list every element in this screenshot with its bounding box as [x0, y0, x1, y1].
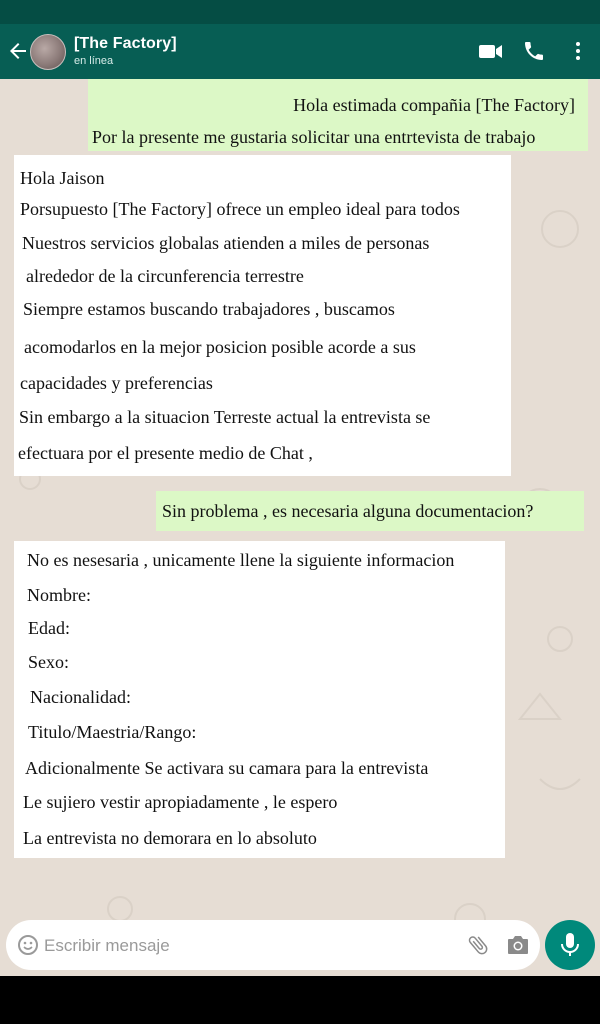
message-text: Le sujiero vestir apropiadamente , le espero [23, 792, 338, 812]
message-text: Edad: [28, 618, 70, 638]
message-text: alrededor de la circunferencia terrestre [26, 266, 304, 286]
message-text: capacidades y preferencias [20, 373, 213, 393]
message-text: acomodarlos en la mejor posicion posible acorde a sus [24, 337, 416, 357]
message-text: Hola estimada compañia [The Factory] [293, 95, 575, 115]
arrow-left-icon[interactable] [6, 38, 30, 64]
message-text: Nacionalidad: [30, 687, 131, 707]
message-text: Hola Jaison [20, 168, 105, 188]
message-text: Siempre estamos buscando trabajadores , buscamos [23, 299, 395, 319]
message-text: Sin problema , es necesaria alguna documentacion? [162, 501, 534, 521]
contact-name[interactable]: [The Factory] [74, 35, 177, 52]
contact-status: en línea [74, 55, 114, 67]
message-text: Por la presente me gustaria solicitar una entrtevista de trabajo [92, 127, 536, 147]
camera-icon[interactable] [506, 934, 530, 956]
message-text: Sexo: [28, 652, 70, 672]
microphone-icon [559, 932, 581, 958]
status-bar [0, 0, 600, 24]
more-vertical-icon[interactable] [566, 38, 590, 64]
message-text: Nombre: [27, 585, 91, 605]
message-input[interactable]: Escribir mensaje [44, 936, 170, 955]
message-text: La entrevista no demorara en lo absoluto [23, 828, 317, 848]
message-text: Sin embargo a la situacion Terreste actual la entrevista se [19, 407, 431, 427]
system-nav-bar [0, 976, 600, 1024]
message-text: Adicionalmente Se activara su camara para la entrevista [25, 758, 429, 778]
message-bubble-incoming[interactable] [14, 155, 511, 476]
message-bubble-outgoing[interactable] [88, 79, 588, 151]
message-composer[interactable] [6, 920, 540, 970]
message-bubble-outgoing[interactable] [156, 491, 584, 531]
mic-button[interactable] [545, 920, 595, 970]
message-text: efectuara por el presente medio de Chat , [18, 443, 313, 463]
message-text: Titulo/Maestria/Rango: [28, 722, 197, 742]
avatar[interactable] [30, 34, 66, 70]
message-bubble-incoming[interactable] [14, 541, 505, 858]
chat-area[interactable] [0, 79, 600, 976]
phone-icon[interactable] [522, 38, 546, 64]
message-text: Nuestros servicios globalas atienden a miles de personas [22, 233, 430, 253]
chat-header [0, 24, 600, 79]
message-text: Porsupuesto [The Factory] ofrece un empleo ideal para todos [20, 199, 460, 219]
emoji-icon[interactable] [18, 935, 38, 955]
message-text: No es nesesaria , unicamente llene la siguiente informacion [27, 550, 455, 570]
video-call-icon[interactable] [478, 38, 504, 64]
paperclip-icon[interactable] [466, 933, 490, 957]
